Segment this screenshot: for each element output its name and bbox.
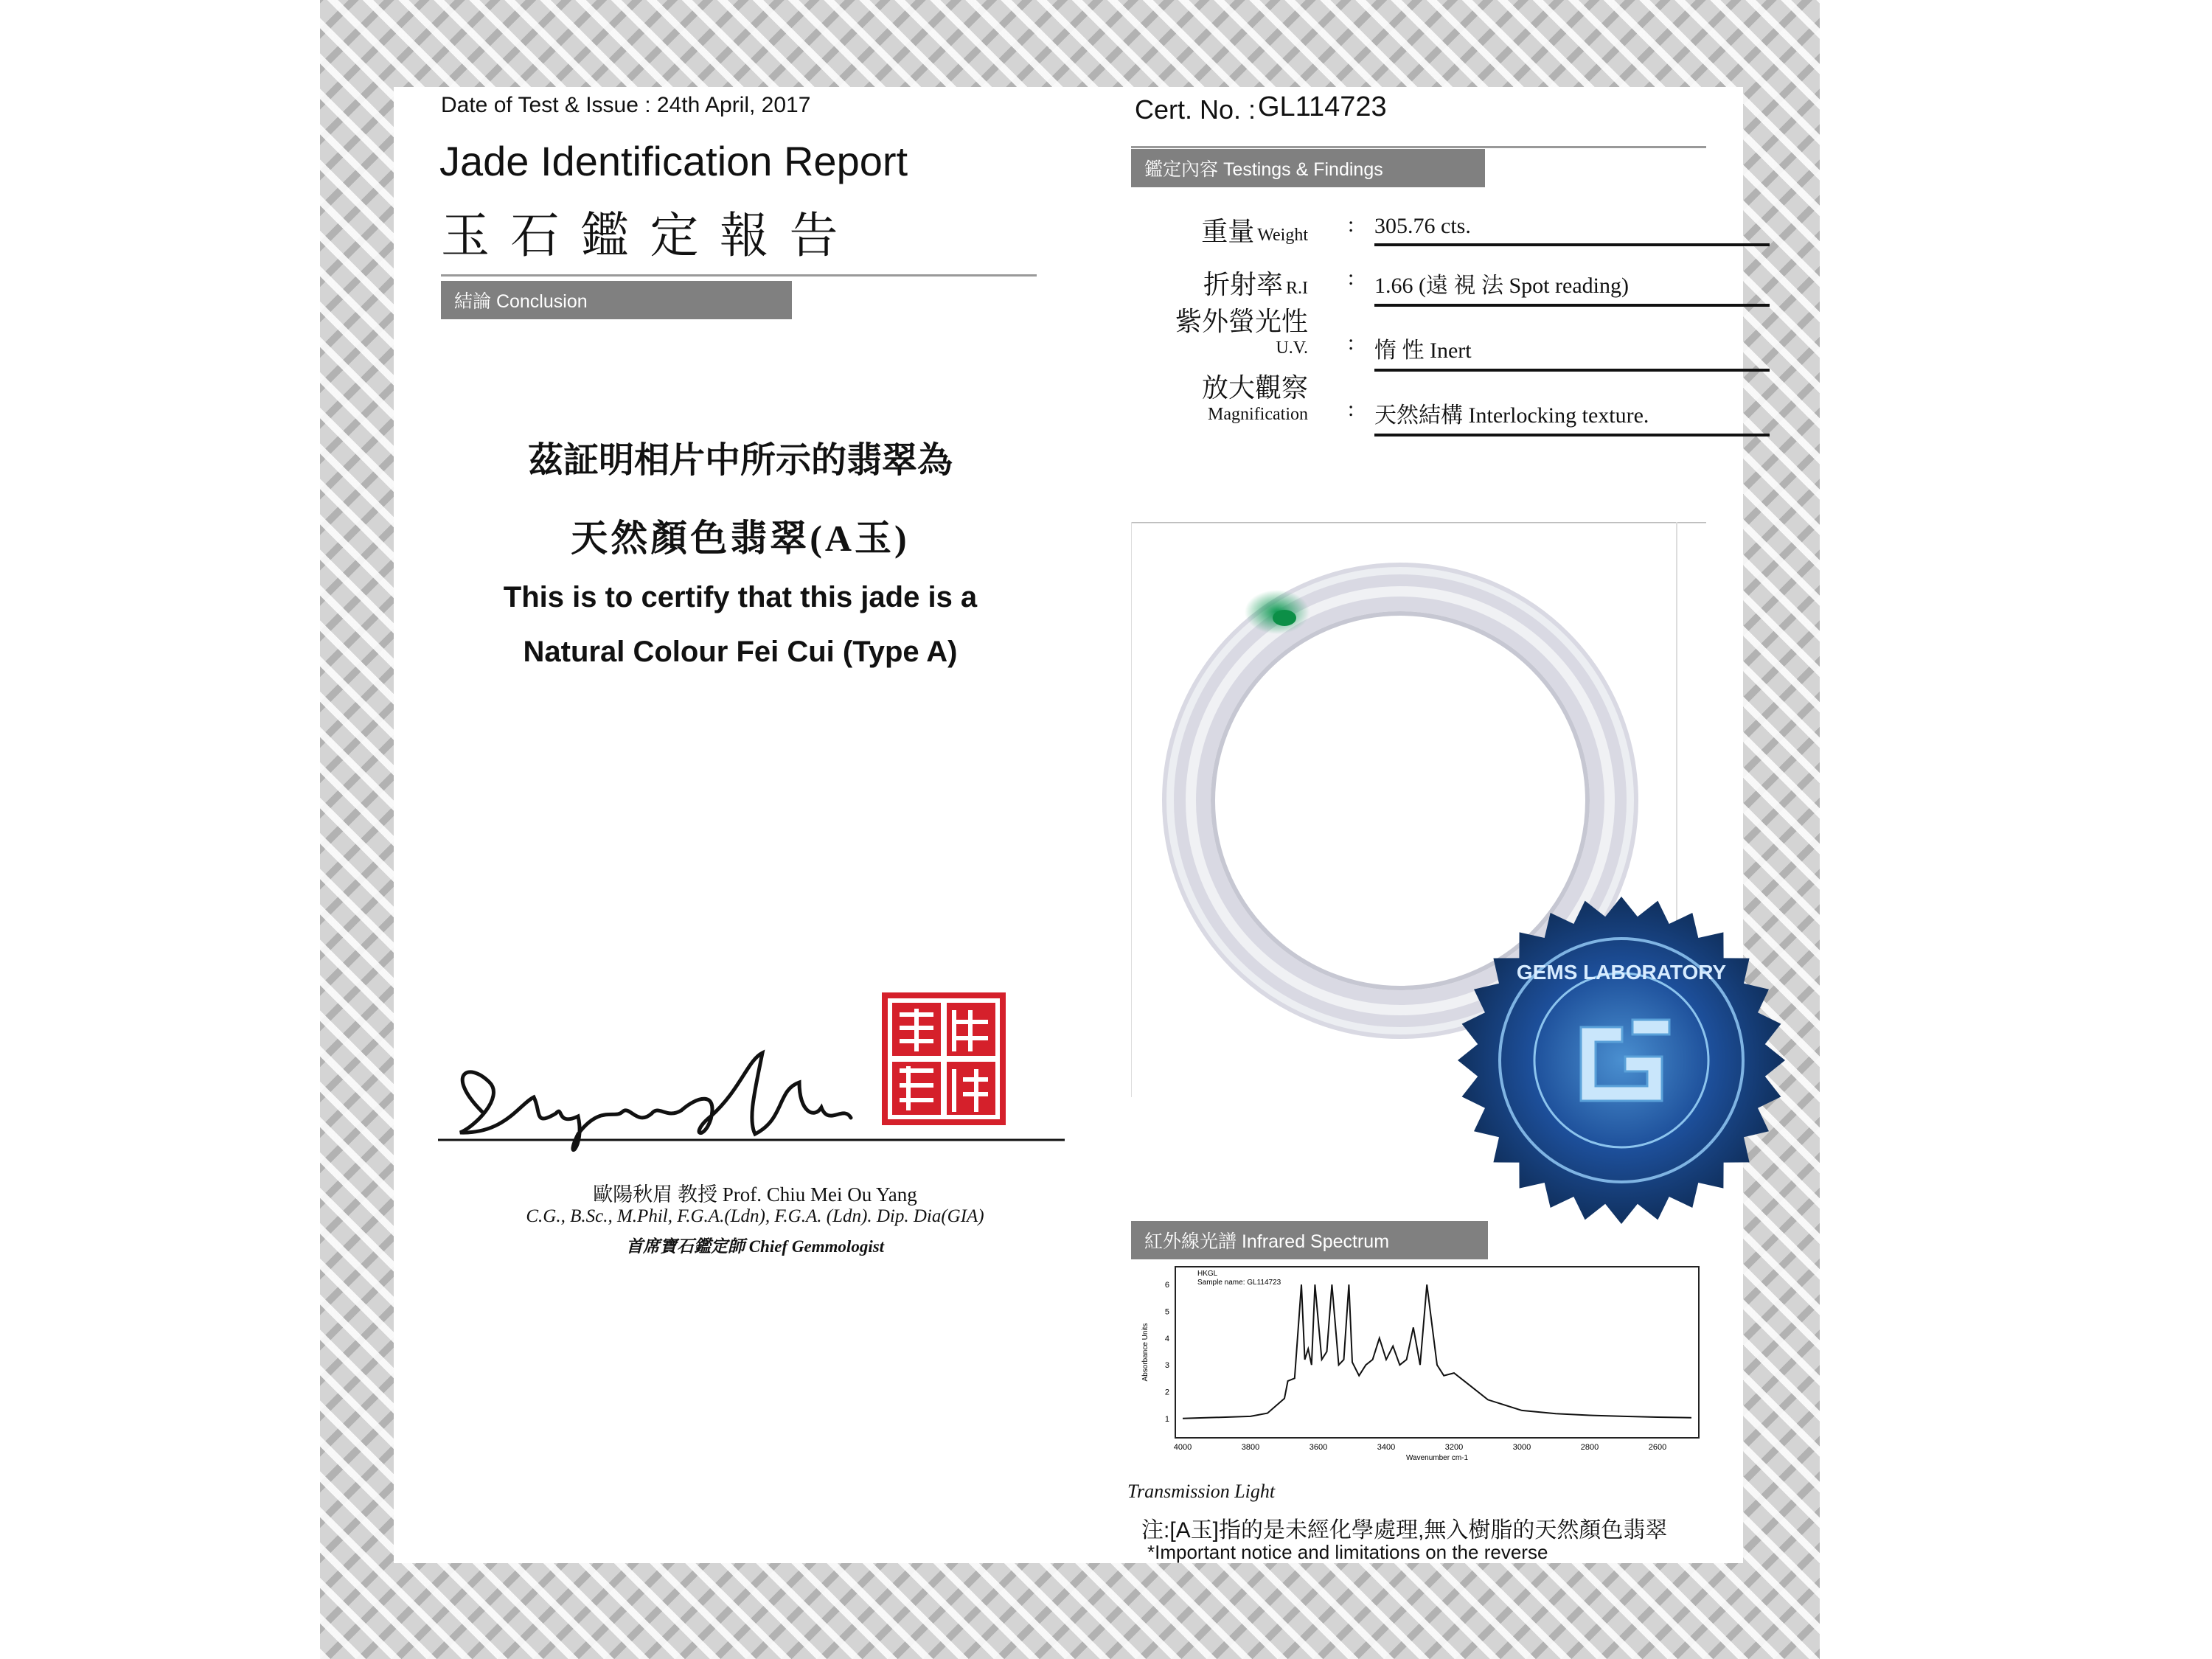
weight-label-zh: 重量 [1201, 217, 1255, 246]
ir-y-tick-label: 5 [1164, 1307, 1169, 1317]
magnification-label-zh: 放大觀察 [1201, 373, 1308, 403]
certify-text-zh-2: 天然顏色翡翠(A玉) [571, 518, 910, 559]
report-title-zh: 玉 石 鑑 定 報 告 [441, 209, 843, 263]
ir-spectrum-chart [1131, 1261, 1706, 1482]
ir-x-tick-label: 4000 [1173, 1443, 1192, 1452]
ri-label [1161, 264, 1308, 302]
certificate-border [320, 0, 1820, 1659]
signatory-name: 歐陽秋眉 教授 Prof. Chiu Mei Ou Yang [593, 1183, 917, 1206]
certify-text-en-2: Natural Colour Fei Cui (Type A) [523, 636, 958, 668]
report-title: Jade Identification Report [439, 138, 908, 184]
ir-y-tick-label: 6 [1164, 1281, 1169, 1290]
ir-x-tick-label: 3800 [1241, 1443, 1260, 1452]
ir-x-tick-label: 3600 [1309, 1443, 1328, 1452]
uv-label-zh: 紫外螢光性 [1175, 307, 1308, 336]
weight-value: 305.76 cts. [1374, 214, 1770, 246]
ri-value: 1.66 (遠 視 法 Spot reading) [1374, 267, 1770, 307]
magnification-colon: : [1348, 397, 1354, 421]
ir-x-axis-label: Wavenumber cm-1 [1405, 1454, 1469, 1462]
ir-x-tick-label: 2800 [1580, 1443, 1599, 1452]
signatory-credentials: C.G., B.Sc., M.Phil, F.G.A.(Ldn), F.G.A. (Ldn). Dip. Dia(GIA) [526, 1206, 984, 1226]
hologram-seal [1455, 894, 1787, 1226]
ri-colon: : [1348, 265, 1354, 290]
cert-number-label: Cert. No. : [1135, 94, 1256, 125]
certify-text-en-1: This is to certify that this jade is a [503, 581, 978, 613]
transmission-light-label: Transmission Light [1127, 1481, 1276, 1502]
certify-text-zh-1: 茲証明相片中所示的翡翠為 [527, 441, 953, 480]
uv-label [1131, 301, 1308, 358]
ir-x-tick-label: 2600 [1648, 1443, 1667, 1452]
hologram-seal-text: GEMS LABORATORY [1516, 961, 1727, 984]
weight-colon: : [1348, 212, 1354, 237]
ri-label-en: R.I [1286, 279, 1308, 298]
signature [431, 1046, 1065, 1164]
ri-label-zh: 折射率 [1203, 270, 1283, 299]
ir-chart-subtitle: Sample name: GL114723 [1197, 1279, 1281, 1287]
weight-label-en: Weight [1257, 226, 1308, 245]
note-en: *Important notice and limitations on the reverse [1147, 1541, 1548, 1563]
certificate-card [394, 87, 1743, 1563]
note-zh: 注:[A玉]指的是未經化學處理,無入樹脂的天然顏色翡翠 [1141, 1518, 1668, 1543]
ir-y-tick-label: 4 [1164, 1334, 1169, 1343]
ir-y-tick-label: 2 [1164, 1388, 1169, 1397]
ir-spectrum-svg [1131, 1261, 1706, 1482]
ir-spectrum-line [1183, 1284, 1691, 1419]
weight-label [1161, 211, 1308, 248]
cert-number: GL114723 [1258, 91, 1387, 122]
findings-bar: 鑑定內容 Testings & Findings [1131, 149, 1485, 187]
uv-value: 惰 性 Inert [1374, 332, 1770, 372]
conclusion-bar: 結論 Conclusion [441, 281, 792, 319]
ir-x-tick-label: 3000 [1512, 1443, 1531, 1452]
ir-spectrum-bar: 紅外線光譜 Infrared Spectrum [1131, 1221, 1488, 1259]
ir-chart-title: HKGL [1197, 1270, 1218, 1278]
uv-colon: : [1348, 330, 1354, 355]
ir-x-tick-label: 3200 [1444, 1443, 1464, 1452]
ir-y-tick-label: 1 [1164, 1414, 1169, 1424]
magnification-value: 天然結構 Interlocking texture. [1374, 397, 1770, 437]
ir-plot-frame [1175, 1267, 1699, 1438]
magnification-label [1131, 367, 1308, 425]
ir-x-tick-label: 3400 [1377, 1443, 1396, 1452]
signature-image [431, 1046, 1065, 1164]
hologram-seal-image [1455, 894, 1787, 1226]
uv-label-en: U.V. [1276, 338, 1308, 358]
title-divider [441, 274, 1037, 276]
signatory-title: 首席寶石鑑定師 Chief Gemmologist [625, 1237, 885, 1256]
ir-y-tick-label: 3 [1164, 1361, 1169, 1371]
magnification-label-en: Magnification [1208, 405, 1308, 424]
issue-date: Date of Test & Issue : 24th April, 2017 [441, 93, 811, 117]
ir-y-axis-label: Absorbance Units [1141, 1323, 1150, 1382]
cert-divider [1131, 146, 1706, 148]
